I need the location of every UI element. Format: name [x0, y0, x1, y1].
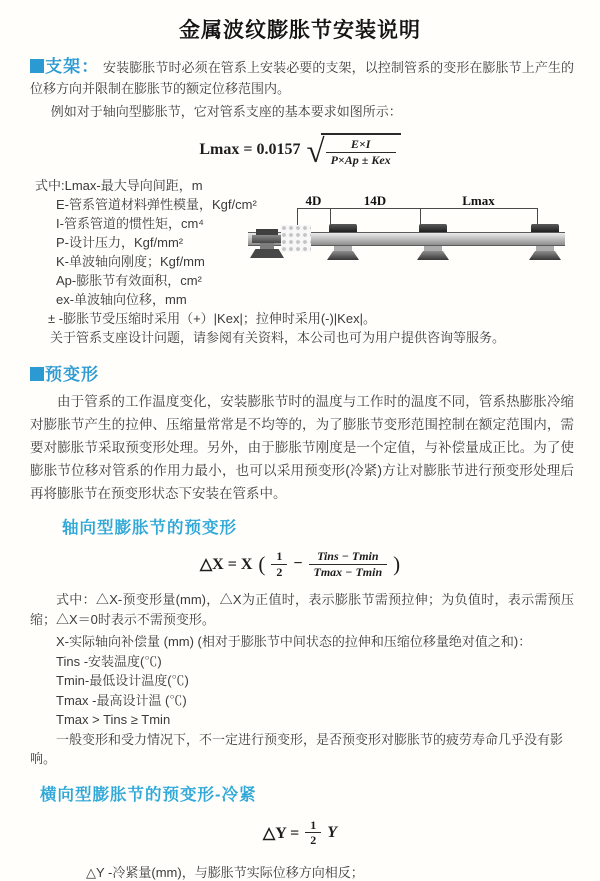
definition-row: I-管系管道的惯性矩，cm⁴ — [56, 216, 204, 231]
dim-label-14d: 14D — [363, 193, 387, 208]
dx-fraction-half — [271, 549, 287, 579]
support-diagram — [248, 193, 578, 271]
definition-row: 式中:Lmax-最大导向间距，m — [35, 178, 203, 193]
definition-row: P-设计压力，Kgf/mm² — [56, 235, 184, 250]
preform-section-header — [30, 360, 600, 385]
axial-line: 式中：△X-预变形量(mm)，△X为正值时，表示膨胀节需预拉伸；为负值时，表示需预压缩；△X＝0时表示不需预变形。 — [30, 592, 574, 627]
close-paren: ) — [393, 551, 401, 576]
support-cap — [531, 224, 559, 232]
dy-formula-rhs: Y — [327, 823, 338, 841]
radicand — [321, 133, 401, 167]
dim-label-4d: 4D — [305, 193, 322, 208]
dy-formula-lhs: △Y = — [262, 824, 300, 842]
anchor-stem — [260, 243, 274, 249]
support-saddle — [536, 246, 554, 251]
dimension-tick — [330, 208, 331, 225]
dy-formula — [0, 817, 600, 849]
fraction-numerator: 1 — [271, 549, 287, 564]
support-foot — [327, 251, 359, 260]
preform-section-label: 预变形 — [45, 365, 99, 384]
axial-line: Tmax -最高设计温 (℃) — [56, 692, 187, 708]
dimension-tick — [420, 208, 421, 225]
support-section-label: 支架： — [45, 57, 100, 76]
radical-icon: √ — [306, 133, 325, 170]
fraction-denominator: 2 — [310, 833, 317, 847]
support-intro-text: 安装膨胀节时必须在管系上安装必要的支架，以控制管系的变形在膨胀节上产生的位移方向并限制在膨胀节的额定位移范围内。 — [30, 60, 574, 96]
dimension-tick — [537, 208, 538, 225]
axial-line: Tmin-最低设计温度(℃) — [56, 673, 189, 688]
square-root — [306, 133, 400, 170]
fraction-denominator: P×Ap ± Kex — [330, 152, 391, 167]
page-title: 金属波纹膨胀节安装说明 — [179, 19, 421, 42]
bellows-icon — [281, 225, 311, 252]
axial-subheading: 轴向型膨胀节的预变形 — [62, 519, 237, 537]
dy-note: △Y -冷紧量(mm)，与膨胀节实际位移方向相反； — [86, 864, 364, 880]
dx-formula — [0, 547, 600, 581]
support-foot — [417, 251, 449, 260]
definition-row: ± -膨胀节受压缩时采用（+）|Kex|；拉伸时采用(-)|Kex|。 — [48, 311, 376, 326]
support-saddle — [334, 246, 352, 251]
definition-row: ex-单波轴向位移，mm — [56, 292, 187, 307]
fraction-numerator: 1 — [305, 818, 321, 833]
section-marker-icon — [30, 367, 44, 381]
definition-row: E-管系管道材料弹性模量，Kgf/cm² — [56, 197, 257, 212]
axial-line: Tmax > Tins ≥ Tmin — [56, 712, 171, 727]
support-example-text: 例如对于轴向型膨胀节，它对管系支座的基本要求如图所示： — [50, 104, 402, 119]
section-marker-icon — [30, 59, 44, 73]
open-paren: ( — [258, 551, 266, 576]
axial-lines — [0, 632, 600, 769]
minus-operator: − — [293, 555, 303, 572]
lmax-fraction — [326, 137, 396, 167]
support-foot — [529, 251, 561, 260]
fraction-numerator: E×I — [326, 137, 396, 152]
support-cap — [329, 224, 357, 232]
lmax-formula — [0, 131, 600, 169]
fraction-denominator: 2 — [276, 564, 283, 579]
support-cap — [419, 224, 447, 232]
axial-line: Tins -安装温度(℃) — [56, 653, 162, 669]
axial-line: X-实际轴向补偿量 (mm) (相对于膨胀节中间状态的拉伸和压缩位移量绝对值之和)： — [56, 634, 532, 649]
support-saddle — [424, 246, 442, 251]
dy-fraction-half — [305, 818, 321, 848]
support-section-paragraph — [30, 56, 574, 99]
fraction-denominator: Tmax − Tmin — [313, 564, 383, 579]
definition-row: Ap-膨胀节有效面积，cm² — [56, 273, 202, 288]
dx-fraction-temp — [309, 549, 388, 579]
anchor-hub — [252, 235, 282, 243]
definition-row: 关于管系支座设计问题，请参阅有关资料，本公司也可为用户提供咨询等服务。 — [50, 330, 506, 345]
anchor-foot — [250, 249, 284, 258]
definition-row: K-单波轴向刚度；Kgf/mm — [56, 254, 205, 269]
lateral-subheading: 横向型膨胀节的预变形-冷紧 — [40, 785, 257, 804]
axial-line: 一般变形和受力情况下，不一定进行预变形，是否预变形对膨胀节的疲劳寿命几乎没有影响。 — [30, 731, 564, 766]
fraction-numerator: Tins − Tmin — [309, 549, 388, 564]
dx-formula-lhs: △X = X — [199, 556, 253, 573]
lmax-formula-lhs: Lmax = 0.0157 — [199, 141, 301, 158]
dim-label-lmax: Lmax — [462, 193, 495, 208]
preform-paragraph: 由于管系的工作温度变化，安装膨胀节时的温度与工作时的温度不同，管系热膨胀冷缩对膨胀节产生的拉伸、压缩量常常是不均等的，为了膨胀节变形范围控制在额定范围内，需要对膨胀节采取预变形处理。另外，由于膨胀节刚度是一个定值，与补偿量成正比。为了使膨胀节位移对管系的作用力最小，也可以采用预变形(冷紧)方让对膨胀节进行预变形处理后再将膨胀节在预变形状态下安装在管系中。 — [30, 394, 574, 501]
